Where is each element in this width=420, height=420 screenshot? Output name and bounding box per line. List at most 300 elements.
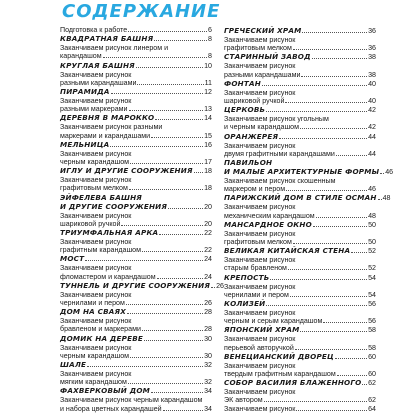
dot-leader: [323, 322, 367, 323]
page-number: 24: [204, 272, 212, 281]
page-number: 12: [204, 88, 212, 97]
toc-line: [224, 264, 376, 272]
toc-subentry: [60, 97, 212, 113]
page-number: 14: [204, 114, 212, 123]
toc-entry-text: Подготовка к работе: [60, 26, 128, 34]
toc-subentry: [60, 26, 212, 34]
toc-line: [224, 158, 376, 167]
toc-line: [224, 335, 376, 343]
dot-leader: [151, 392, 203, 393]
page-title: СОДЕРЖАНИЕ: [62, 1, 221, 22]
toc-entry-text: Заканчиваем рисунок: [224, 335, 296, 344]
toc-entry-text: твердым графитным карандашом: [224, 370, 336, 379]
toc-line: [224, 105, 376, 115]
toc-line: [224, 291, 376, 299]
dot-leader: [300, 331, 367, 332]
toc-entry-text: МАНСАРДНОЕ ОКНО: [224, 219, 312, 229]
page-number: 38: [368, 53, 376, 62]
page-number: 48: [382, 194, 391, 203]
toc-entry-text: Заканчиваем рисунок: [224, 404, 296, 413]
dot-leader: [262, 85, 367, 86]
page-number: 58: [368, 343, 376, 352]
dot-leader: [380, 173, 384, 174]
toc-entry-text: ГРЕЧЕСКИЙ ХРАМ: [224, 26, 302, 35]
toc-subentry: [224, 203, 376, 219]
toc-heading: [60, 87, 212, 97]
toc-entry-text: ЦЕРКОВЬ: [224, 105, 266, 115]
dot-leader: [121, 225, 203, 226]
toc-line: [224, 52, 376, 62]
page-number: 20: [204, 219, 212, 228]
toc-line: [224, 362, 376, 370]
toc-entry-text: ПАВИЛЬОН: [224, 158, 273, 168]
toc-line: [224, 283, 376, 291]
toc-entry-text: Заканчиваем рисунок черным карандашом: [60, 396, 203, 405]
toc-line: [60, 52, 212, 60]
dot-leader: [312, 58, 367, 59]
dot-leader: [337, 375, 367, 376]
toc-line: [60, 71, 212, 79]
page-number: 60: [368, 352, 376, 361]
toc-entry-text: ОРАНЖЕРЕЯ: [224, 131, 279, 141]
toc-subentry: [60, 264, 212, 280]
toc-line: [60, 291, 212, 299]
page-number: 34: [204, 404, 212, 413]
page-number: 48: [368, 211, 376, 220]
dot-leader: [295, 349, 367, 350]
page-number: 26: [216, 281, 224, 290]
dot-leader: [130, 357, 203, 358]
toc-line: [224, 370, 376, 378]
dot-leader: [127, 313, 203, 314]
toc-line: [60, 44, 212, 52]
toc-entry-text: Заканчиваем рисунок: [60, 211, 132, 220]
page-number: 11: [204, 78, 212, 87]
toc-entry-text: Заканчиваем рисунок: [60, 264, 132, 273]
toc-line: [60, 307, 212, 317]
toc-subentry: [224, 230, 376, 246]
toc-entry-text: бравленом и маркерами: [60, 325, 141, 334]
toc-line: [224, 325, 376, 335]
toc-line: [224, 299, 376, 309]
toc-heading: [60, 140, 212, 150]
toc-heading: [224, 378, 376, 388]
page-number: 8: [208, 35, 212, 44]
page-number: 18: [204, 184, 212, 193]
toc-heading: [60, 280, 224, 291]
toc-entry-text: И ДРУГИЕ СООРУЖЕНИЯ: [60, 201, 168, 211]
page-number: 42: [368, 123, 376, 132]
toc-entry-text: графитовым мелком: [224, 238, 292, 247]
toc-subentry: [60, 123, 212, 139]
toc-entry-text: Заканчиваем рисунок: [60, 370, 132, 379]
toc-line: [60, 202, 212, 212]
toc-heading: [224, 246, 376, 256]
toc-entry-text: ЭК автором: [224, 396, 263, 405]
page-number: 22: [204, 246, 212, 255]
toc-entry-text: черным и серым карандашом: [224, 317, 323, 326]
toc-entry-text: графитовым мелком: [224, 44, 292, 53]
page-number: 58: [368, 326, 376, 335]
dot-leader: [301, 76, 367, 77]
toc-heading: [224, 325, 376, 335]
toc-subentry: [224, 283, 376, 299]
toc-heading: [60, 254, 212, 264]
toc-entry-text: и набора цветных карандашей: [60, 404, 162, 413]
page-number: 24: [204, 255, 212, 264]
toc-subentry: [224, 309, 376, 325]
dot-leader: [211, 287, 215, 288]
toc-entry-text: двумя графитными карандашами: [224, 149, 335, 158]
page-number: 62: [368, 379, 376, 388]
toc-line: [224, 185, 376, 193]
toc-subentry: [60, 238, 212, 254]
toc-subentry: [60, 150, 212, 166]
page-number: 42: [368, 106, 376, 115]
page-number: 54: [368, 290, 376, 299]
toc-line: [224, 167, 394, 177]
toc-entry-text: ДЕРЕВНЯ В МАРОККО: [60, 113, 155, 123]
toc-entry-text: Заканчиваем рисунок: [224, 309, 296, 318]
page-number: 46: [368, 185, 376, 194]
toc-line: [60, 97, 212, 105]
toc-line: [60, 299, 212, 307]
page-number: 15: [204, 131, 212, 140]
toc-heading: [224, 132, 376, 142]
toc-entry-text: шариковой ручкой: [224, 97, 285, 106]
toc-entry-text: фломастером и карандашом: [60, 272, 156, 281]
toc-entry-text: СТАРИННЫЙ ЗАВОД: [224, 52, 311, 62]
toc-subentry: [60, 370, 212, 386]
toc-line: [60, 34, 212, 44]
dot-leader: [136, 67, 203, 68]
toc-entry-text: разными маркерами: [60, 105, 128, 114]
toc-entry-text: черным карандашом: [60, 158, 130, 167]
toc-subentry: [60, 291, 212, 307]
toc-line: [224, 352, 376, 362]
dot-leader: [300, 128, 367, 129]
toc-line: [224, 123, 376, 131]
page-number: 30: [204, 351, 212, 360]
page-number: 52: [368, 247, 376, 256]
dot-leader: [129, 110, 204, 111]
toc-entry-text: ПИРАМИДА: [60, 87, 110, 97]
toc-line: [224, 317, 376, 325]
toc-entry-text: чернилами и пером: [224, 290, 289, 299]
toc-entry-text: графитным карандашом: [60, 246, 141, 255]
toc-entry-text: чернилами и пером: [60, 299, 125, 308]
toc-line: [60, 123, 212, 131]
dot-leader: [154, 40, 207, 41]
page-number: 22: [204, 229, 212, 238]
toc-subentry: [224, 388, 376, 404]
toc-line: [224, 115, 376, 123]
dot-leader: [288, 269, 367, 270]
page-number: 26: [204, 299, 212, 308]
toc-entry-text: ВЕЛИКАЯ КИТАЙСКАЯ СТЕНА: [224, 246, 351, 256]
toc-heading: [224, 105, 376, 115]
toc-line: [224, 246, 376, 256]
toc-line: [60, 158, 212, 166]
toc-entry-text: графитовым мелком: [60, 184, 128, 193]
toc-line: [224, 193, 391, 203]
page-number: 10: [204, 61, 212, 70]
toc-entry-text: Заканчиваем рисунок: [224, 36, 296, 44]
toc-entry-text: СОБОР ВАСИЛИЯ БЛАЖЕННОГО: [224, 378, 362, 388]
dot-leader: [128, 383, 203, 384]
toc-line: [60, 105, 212, 113]
toc-heading: [60, 307, 212, 317]
toc-line: [60, 166, 212, 176]
toc-heading: [60, 34, 212, 44]
toc-line: [224, 378, 376, 388]
toc-entry-text: Заканчиваем рисунок: [60, 290, 132, 299]
dot-leader: [264, 401, 367, 402]
toc-entry-text: ЭЙФЕЛЕВА БАШНЯ: [60, 192, 143, 202]
dot-leader: [336, 155, 367, 156]
toc-entry-text: Заканчиваем рисунок: [60, 176, 132, 185]
toc-entry-text: карандашом: [60, 52, 102, 61]
toc-line: [224, 344, 376, 352]
toc-entry-text: ВЕНЕЦИАНСКИЙ ДВОРЕЦ: [224, 351, 334, 361]
dot-leader: [163, 410, 204, 411]
page-number: 17: [204, 158, 212, 167]
page-number: 64: [368, 404, 376, 413]
toc-subentry: [60, 212, 212, 228]
toc-heading: [224, 26, 376, 36]
dot-leader: [266, 305, 367, 306]
toc-entry-text: Заканчиваем рисунок разными: [60, 123, 163, 132]
toc-entry-text: Заканчиваем рисунок: [224, 141, 296, 150]
toc-heading: [224, 52, 376, 62]
toc-subentry: [224, 362, 376, 378]
toc-entry-text: МОСТ: [60, 254, 85, 264]
toc-subentry: [60, 71, 212, 87]
dot-leader: [137, 84, 203, 85]
toc-subentry: [224, 177, 376, 193]
dot-leader: [157, 278, 203, 279]
toc-line: [60, 26, 212, 34]
toc-line: [224, 396, 376, 404]
page-number: 50: [368, 238, 376, 247]
dot-leader: [144, 340, 203, 341]
dot-leader: [378, 199, 382, 200]
toc-line: [224, 71, 376, 79]
toc-line: [60, 246, 212, 254]
page-number: 20: [204, 202, 212, 211]
toc-heading: [224, 158, 394, 177]
page-number: 52: [368, 264, 376, 273]
toc-heading: [60, 228, 212, 238]
dot-leader: [313, 226, 367, 227]
toc-entry-text: Заканчиваем рисунок: [60, 70, 132, 79]
dot-leader: [362, 384, 367, 385]
dot-leader: [279, 138, 367, 139]
toc-entry-text: маркером и пером: [224, 185, 286, 194]
toc-line: [224, 309, 376, 317]
page-number: 28: [204, 308, 212, 317]
toc-line: [60, 87, 212, 97]
toc-line: [60, 132, 212, 140]
toc-entry-text: ТРИУМФАЛЬНАЯ АРКА: [60, 228, 159, 238]
toc-subentry: [224, 89, 376, 105]
toc-subentry: [224, 115, 376, 131]
dot-leader: [270, 279, 367, 280]
toc-line: [60, 176, 212, 184]
toc-entry-text: ФАХВЕРКОВЫЙ ДОМ: [60, 386, 150, 396]
toc-line: [224, 26, 376, 36]
toc-line: [224, 97, 376, 105]
toc-heading: [224, 193, 391, 203]
toc-line: [224, 203, 376, 211]
toc-line: [60, 61, 212, 71]
toc-line: [60, 228, 212, 238]
toc-line: [60, 386, 212, 396]
page-number: 32: [204, 378, 212, 387]
page-number: 30: [204, 334, 212, 343]
toc-heading: [60, 166, 212, 176]
dot-leader: [194, 172, 203, 173]
toc-entry-text: МЕЛЬНИЦА: [60, 139, 110, 149]
toc-heading: [224, 273, 376, 283]
dot-leader: [159, 234, 203, 235]
toc-entry-text: ЯПОНСКИЙ ХРАМ: [224, 325, 300, 335]
toc-entry-text: старым бравленом: [224, 264, 287, 273]
dot-leader: [142, 251, 203, 252]
toc-entry-text: ШАЛЕ: [60, 360, 87, 370]
page-number: 44: [368, 132, 376, 141]
page-number: 46: [385, 168, 394, 177]
toc-entry-text: Заканчиваем рисунок: [224, 361, 296, 370]
dot-leader: [335, 358, 367, 359]
page-number: 36: [368, 27, 376, 35]
dot-leader: [126, 304, 203, 305]
toc-line: [224, 273, 376, 283]
toc-entry-text: механическим карандашом: [224, 211, 315, 220]
toc-entry-text: Заканчиваем рисунок угольным: [224, 115, 329, 124]
toc-line: [224, 238, 376, 246]
toc-subentry: [224, 62, 376, 78]
toc-subentry: [60, 44, 212, 60]
toc-heading: [60, 193, 212, 212]
toc-line: [224, 256, 376, 264]
dot-leader: [85, 260, 203, 261]
toc-line: [224, 405, 376, 413]
toc-line: [60, 254, 212, 264]
toc-entry-text: КОЛИЗЕЙ: [224, 299, 266, 309]
toc-entry-text: разными карандашами: [224, 70, 301, 79]
toc-entry-text: КВАДРАТНАЯ БАШНЯ: [60, 34, 154, 44]
toc-entry-text: Заканчиваем рисунок: [60, 238, 132, 247]
dot-leader: [168, 208, 203, 209]
toc-entry-text: шариковой ручкой: [60, 219, 121, 228]
toc-line: [224, 44, 376, 52]
toc-line: [60, 79, 212, 87]
page-number: 18: [204, 167, 212, 176]
contents-column-right: [224, 26, 394, 413]
toc-subentry: [60, 396, 212, 412]
toc-entry-text: и черным карандашом: [224, 123, 299, 132]
page-number: 28: [204, 325, 212, 334]
toc-line: [224, 212, 376, 220]
page-number: 60: [368, 370, 376, 379]
dot-leader: [290, 296, 367, 297]
toc-subentry: [224, 335, 376, 351]
toc-line: [60, 264, 212, 272]
toc-line: [60, 360, 212, 370]
toc-entry-text: черным карандашом: [60, 351, 130, 360]
dot-leader: [293, 243, 367, 244]
toc-entry-text: перьевой авторучкой: [224, 343, 294, 352]
toc-subentry: [224, 256, 376, 272]
toc-heading: [60, 360, 212, 370]
toc-entry-text: маркерами и карандашами: [60, 131, 151, 140]
dot-leader: [111, 93, 204, 94]
toc-heading: [60, 386, 212, 396]
toc-entry-text: ФОНТАН: [224, 78, 261, 88]
dot-leader: [142, 330, 203, 331]
toc-entry-text: мягким карандашом: [60, 378, 127, 387]
toc-entry-text: Заканчиваем рисунок: [224, 229, 296, 238]
toc-entry-text: Заканчиваем рисунок: [224, 282, 296, 291]
dot-leader: [286, 190, 367, 191]
page-number: 13: [204, 105, 212, 114]
toc-heading: [60, 113, 212, 123]
toc-heading: [60, 61, 212, 71]
toc-line: [224, 89, 376, 97]
toc-entry-text: КРЕПОСТЬ: [224, 272, 270, 282]
toc-line: [224, 177, 376, 185]
toc-line: [60, 334, 212, 344]
toc-line: [224, 79, 376, 89]
toc-line: [60, 344, 212, 352]
page-number: 56: [368, 317, 376, 326]
page-number: 54: [368, 273, 376, 282]
toc-line: [60, 317, 212, 325]
toc-line: [60, 212, 212, 220]
page-number: 44: [368, 149, 376, 158]
toc-line: [60, 273, 212, 281]
toc-line: [60, 140, 212, 150]
toc-entry-text: Заканчиваем рисунок: [224, 203, 296, 212]
toc-line: [60, 238, 212, 246]
toc-heading: [224, 299, 376, 309]
toc-line: [60, 396, 212, 404]
toc-entry-text: Заканчиваем рисунок: [224, 256, 296, 265]
dot-leader: [128, 31, 207, 32]
toc-line: [224, 142, 376, 150]
toc-line: [60, 193, 212, 202]
toc-entry-text: КРУГЛАЯ БАШНЯ: [60, 60, 135, 70]
page-number: 16: [204, 140, 212, 149]
page-number: 40: [368, 97, 376, 106]
toc-subentry: [224, 36, 376, 52]
dot-leader: [316, 217, 367, 218]
toc-line: [60, 184, 212, 192]
toc-line: [60, 352, 212, 360]
toc-entry-text: ТУННЕЛЬ И ДРУГИЕ СООРУЖЕНИЯ: [60, 280, 211, 290]
toc-entry-text: Заканчиваем рисунок: [224, 62, 296, 71]
toc-entry-text: Заканчиваем рисунок линером и: [60, 44, 169, 53]
toc-entry-text: Заканчиваем рисунок: [60, 317, 132, 326]
page-number: 56: [368, 300, 376, 309]
toc-line: [224, 36, 376, 44]
toc-entry-text: Заканчиваем рисунок: [224, 88, 296, 97]
toc-line: [60, 370, 212, 378]
toc-heading: [60, 334, 212, 344]
page-number: 6: [208, 26, 212, 34]
dot-leader: [87, 366, 203, 367]
